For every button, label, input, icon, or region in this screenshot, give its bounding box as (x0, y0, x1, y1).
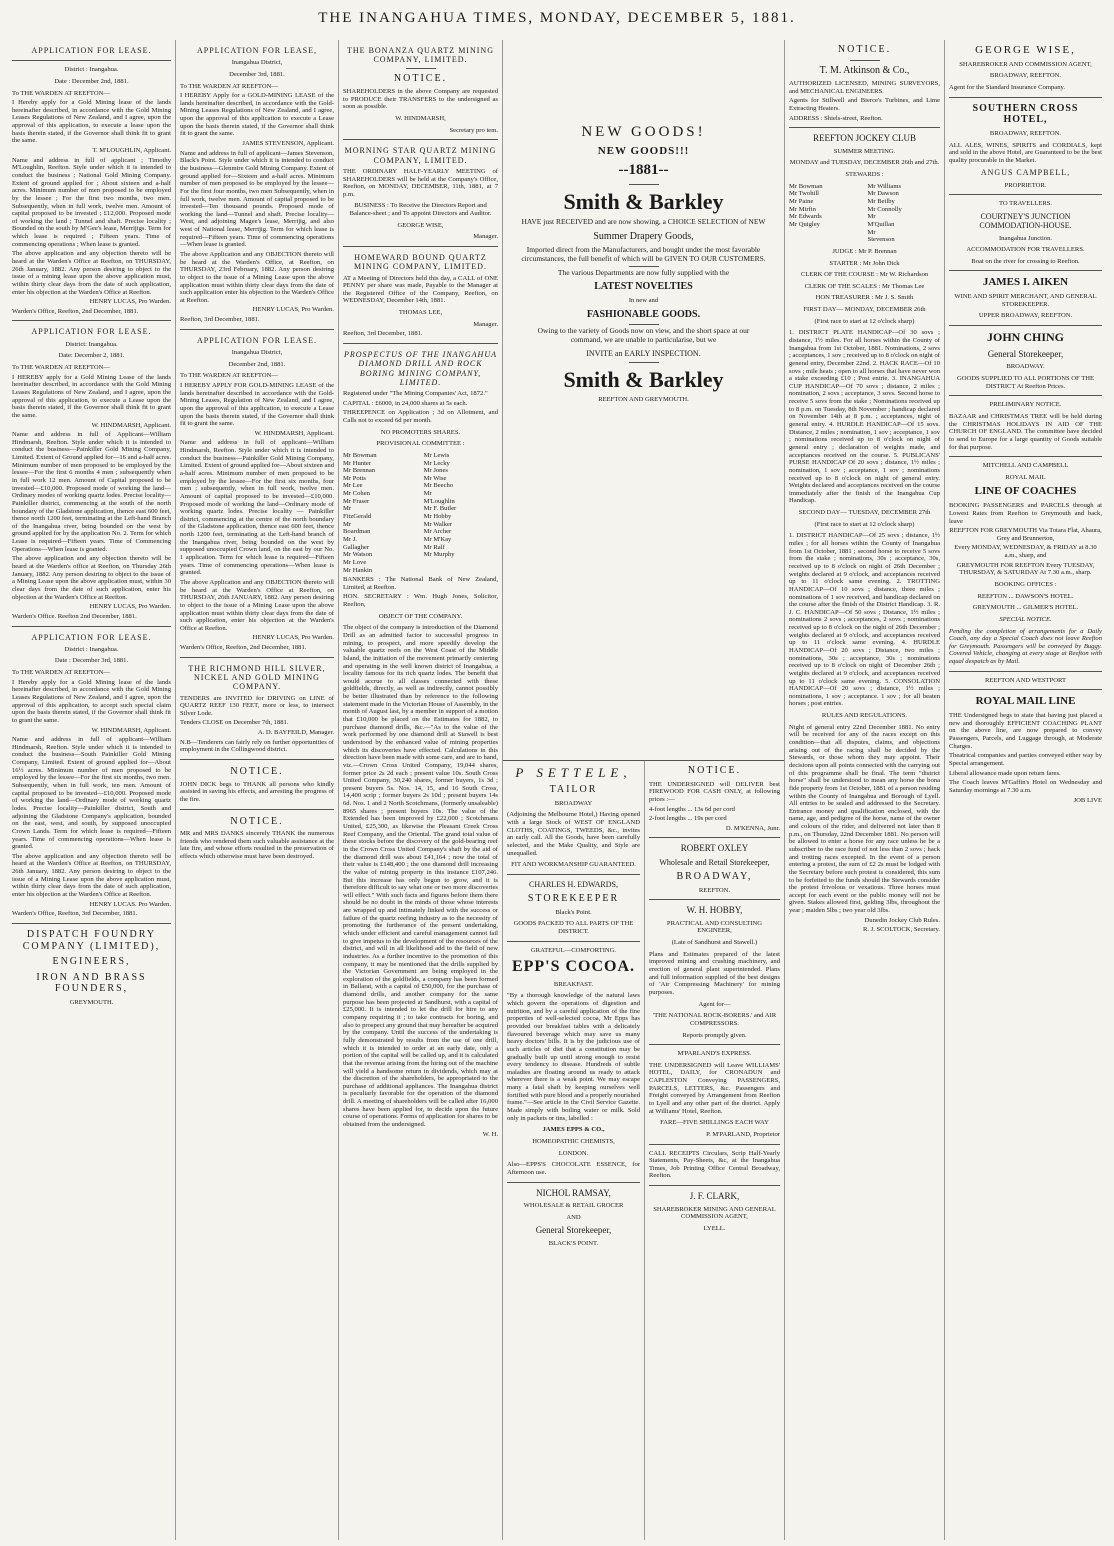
hobby-agent: Agent for— (698, 1000, 731, 1008)
ad-warden: HENRY LUCAS, Pro Warden. (252, 306, 334, 314)
wise-name: GEORGE WISE, (975, 44, 1076, 56)
ad-details: Name and address in full of applicant—William Hindmarsh, Reefton. Style under which it is intended to conduct the business—Painkiller Gold Mining Company, Limited. Extent of ground applied for—About sixteen and a-half acres. Minimum number of men proposed to be employed by the lessee—For the first six months, four men ; subsequently, when in full work, twelve men. Amount of capital proposed to be invested—£10,000. Proposed mode of working the land—Ordinary mode of working quartz lodes. Precise locality — Painkiller district, commencing at the centre of the north boundary of the Gladstone application, thence east 600 feet, thence north 1200 feet, terminating at the Left-hand branch of the Inangahua river, being bounded on the west by supposed unoccupied Crown land, on the east by our No. 1 application. Term for which lease is required—Fifteen years. Time of commencing operations—When lease is granted. (180, 439, 334, 577)
committee-member: Mr M'Kay (423, 535, 452, 543)
ad-office: Reefton, 3rd December, 1881. (180, 316, 260, 324)
ad-body: SHAREHOLDERS in the above Company are requested to PRODUCE their TRANSFERS to the undersigned as soon as possible. (343, 88, 498, 111)
epps-city: LONDON. (558, 1149, 589, 1157)
epps-body: "By a thorough knowledge of the natural laws which govern the operations of digestion and nutrition, and by a careful application of the fine properties of well-selected cocoa, Mr Epps has provided our breakfast tables with a delicately flavoured beverage which may save us many heavy doctors' bills. It is by the judicious use of such articles of diet that a constitution may be gradually built up until strong enough to resist every tendency to disease. Hundreds of subtle maladies are floating around us ready to attack wherever there is a weak point. We may escape many a fatal shaft by keeping ourselves well fortified with pure blood and a properly nourished frame."—See article in the Civil Service Gazette. Made simply with boiling water or milk. Sold only in packets or tins, labelled : (507, 992, 640, 1122)
ad-title: APPLICATION FOR LEASE. (31, 46, 152, 55)
epps-firm: HOMEOPATHIC CHEMISTS, (532, 1137, 615, 1145)
clark-name: J. F. CLARK, (689, 1191, 740, 1202)
ad-notice: The above Application and any OBJECTION thereto will be heard at the Warden's Office at Reefton, on THURSDAY, 26th JANUARY, 1882. Any person desiring to object to the issue of a Mining Lease upon the above application must within thirty clear days from the date of such application, enter his objection at the Warden's Office at Reefton. (180, 578, 334, 632)
hobby-trade: PRACTICAL AND CONSULTING ENGINEER, (666, 919, 763, 935)
committee-member: Mr Murphy (423, 551, 455, 559)
rules-title: RULES AND REGULATIONS. (821, 712, 908, 720)
ad-title: APPLICATION FOR LEASE. (196, 335, 317, 345)
ad-body: Imported direct from the Manufacturers, and bought under the most favorable circumstances, the full benefit of which will be GIVEN TO OUR CUSTOMERS. (521, 245, 766, 264)
column-2 (176, 40, 339, 1540)
coach-mail: ROYAL MAIL (1005, 473, 1046, 481)
committee-member: Mr Beecho (423, 482, 454, 490)
committee-member: Mr Archer (423, 528, 452, 536)
firewood-signer: D. M'KENNA, Junr. (725, 824, 780, 832)
atkinson-body: AUTHORIZED LICENSED, MINING SURVEYORS, and MECHANICAL ENGINEERS. (789, 80, 940, 95)
aiken-name: JAMES I. AIKEN (982, 276, 1069, 289)
ad-terms: THREEPENCE on Application ; 3d on Allotment, and Calls not to exceed 6d per month. (343, 409, 498, 424)
ad-body: Owing to the variety of Goods now on view, and the short space at our command, we are unable to particularise, but we (537, 326, 750, 344)
wise-trade: SHAREBROKER AND COMMISSION AGENT, (959, 60, 1092, 68)
ad-details: Name and address in full of applicant—James Stevenson, Black's Point. Style under which it is intended to conduct the business—Glenmire Gold Mining Company. Extent of ground applied for—Sixteen and a-half acres. Minimum number of men proposed to be employed by the lessee—For the first four months, two men Subsequently, when in full work, twelve men. Amount of capital proposed to be invested—Ten thousand pounds. Proposed mode of working the land—Tunnel and shaft. Precise locality—West, and adjoining Magee's lease, Merrijig, and also west of National lease, Merrijig. Term for which lease is required—Fifteen years. Time of commencing operations—When lease is granted. (180, 149, 334, 249)
ad-signer: JAMES STEVENSON, Applicant. (242, 140, 334, 148)
express-body: THE UNDERSIGNED will Leave WILLIAMS' HOTEL, DAILY, for CRONADUN and CAPLESTON Conveying PASSENGERS, PARCELS, LETTERS, &c. Passengers and Freight conveyed by Arrangement from Reefton to Lyell and any other part of the district. Apply at Williams' Hotel, Reefton. (649, 1061, 780, 1115)
ad-title: APPLICATION FOR LEASE. (31, 632, 152, 642)
junction-to: TO TRAVELLERS. (998, 200, 1053, 208)
ad-brand: Smith & Barkley (563, 188, 724, 214)
ad-date: Reefton, 3rd December, 1881. (343, 330, 423, 338)
day-two-sub: (First race to start at 12 o'clock sharp) (814, 520, 915, 528)
ad-nopromo: NO PROMOTERS SHARES. (380, 428, 461, 436)
ad-signer: THOMAS LEE, (398, 309, 443, 317)
epps-firm: JAMES EPPS & CO., (542, 1126, 605, 1134)
ad-district: District : Inangahua. (64, 66, 119, 74)
steward: Mr Twohill (789, 190, 820, 198)
ad-note: N.B—Tenderers can fairly rely on further opportunities of employment in the Collingwood district. (180, 738, 334, 754)
ad-body: THE ORDINARY HALF-YEARLY MEETING of SHAREHOLDERS will be held at the Company's Office, Reefton, on MONDAY, DECEMBER, 11th, 1881, at 7 p.m. (343, 167, 498, 198)
firewood-title: NOTICE. (687, 765, 742, 776)
royal-mail-body: THE Undersigned begs to state that having just placed a new and thoroughly EFFICIENT COACHING PLANT on the above line, are now prepared to convey Passengers, Parcels, and Luggage through, at Moderate Charges. (949, 712, 1102, 750)
junction-boat: Boat on the river for crossing to Reefton. (971, 257, 1080, 265)
committee-member: Mr Love (343, 558, 367, 566)
ad-title: THE RICHMOND HILL SILVER, NICKEL AND GOLD MINING COMPANY. (188, 663, 326, 692)
ad-body: LATEST NOVELTIES (594, 281, 693, 293)
atkinson-agents: Agents for Stillwell and Bierce's Turbines, and Lime Extracting Heaters. (789, 97, 940, 113)
coach-firm: MITCHELL AND CAMPBELL (982, 462, 1069, 470)
ad-date: December 2nd, 1881. (228, 360, 286, 368)
committee-member: Mr M'Loughlin (423, 490, 455, 505)
firewood-price: 4-foot lengths ... 13s 6d per cord (649, 805, 735, 813)
ad-warden: HENRY LUCAS, Pro Warden. (89, 298, 171, 306)
committee-member: Mr Fraser (343, 497, 370, 505)
ad-body: The various Departments are now fully supplied with the (557, 267, 730, 277)
ad-body: MR and MRS DANKS sincerely THANK the numerous friends who rendered them such valuable assistance at the late fire, and whose efforts resulted in the preservation of effects which otherwise must have been destroyed. (180, 830, 334, 861)
day-two: SECOND DAY— TUESDAY, DECEMBER 27th (798, 509, 931, 517)
settele-name: P SETTELE, (515, 765, 632, 780)
southern-cross-sig: ANGUS CAMPBELL, (980, 168, 1071, 178)
ad-body: I HEREBY apply for a Gold Mining Lease of the lands hereinafter described, in accordance with the Gold Mining Leases Regulations of New Zealand, and I agree, upon the approval of this application, to execute a Lease upon the basis therein stated, if the Governor shall think fit to grant the same. (12, 373, 171, 419)
column-3 (339, 40, 503, 1540)
ad-office: Warden's Office, Reefton, 2nd December, 1881. (12, 307, 139, 315)
steward: Mr Edwards (789, 213, 822, 221)
edwards-place: Black's Point. (555, 908, 592, 916)
epps-also: Also—EPPS'S CHOCOLATE ESSENCE, for Afternoon use. (507, 1161, 640, 1176)
atkinson-name: T. M. Atkinson & Co., (819, 64, 910, 76)
ad-details: Name and address in full of applicant ; Timothy M'Loughlin, Reefton. Style under which it is intended to conduct the business ; National Gold Mining Company. Extent of ground applied for ; About sixteen and a-half acres. Minimum number of men proposed to be employed by the lessee ; For the first two months, two men. Subsequently, when in full work, twelve men. Amount of capital proposed to be invested ; £12,000. Proposed mode of working the land ; Tunnel and shaft. Precise locality ; Bounded on the south by M'Gee's lease, Merrijigs. Term for which lease is required ; Fifteen years. Time of commencing operations ; When lease is granted. (12, 156, 171, 248)
column-5 (784, 40, 945, 1540)
firewood-price: 2-foot lengths ... 19s per cord (649, 815, 727, 823)
hobby-name: W. H. HOBBY, (686, 905, 743, 916)
races-day-two: 1. DISTRICT HANDICAP—Of 25 sovs ; distance, 1½ miles ; for all horses within the County of Inangahua from 1st October, 1881 ; second horse to receive 5 sovs from the stake ; nominations, 30s ; acceptance, 30s, received up to 8 o'clock on night of 26th December ; weights declared at 9 o'clock, and acceptances received up to 11 o'clock same evening. 2. TROTTING HANDICAP—Of 10 sovs ; distance, three miles ; nominations of 1 sov received, and handicap declared on the course after the finish of the District Handicap. 3. R. J. C. HANDICAP—Of 50 sovs ; Distance, 1½ miles ; nominations 2 sovs ; acceptances, 2 sovs ; nominations received up to 8 o'clock on the night of 26th December ; weights declared at 9 o'clock, and acceptances received up to 11 o'clock same evening. 4. HURDLE HANDICAP—Of 20 sovs ; Distance, two miles ; nominations, 30s ; acceptance, 30s ; nominations received up to 8 o'clock on night of December 26th ; weights declared at 9 o'clock, and acceptances received up to 11 o'clock same evening. 5. CONSOLATION HANDICAP—Of 20 sovs ; distance, 1½ miles ; nominations, 1 sov ; acceptance. 1 sov ; for all beaten horses ; post entries. (789, 532, 940, 708)
junction-name: COURTNEY'S JUNCTION COMMODATION-HOUSE. (979, 211, 1072, 231)
ad-date: Date: December 2, 1881. (58, 352, 125, 360)
royal-mail-title: ROYAL MAIL LINE (975, 695, 1076, 708)
jockey-club-title: REEFTON JOCKEY CLUB (812, 133, 916, 144)
coach-line: LINE OF COACHES (974, 485, 1077, 498)
ad-body: I Hereby apply for a Gold Mining lease of the lands hereinafter described, in accordance with the Gold Mining Leases Regulations of New Zealand, and I agree, upon the approval of this application, to accept such special claim upon the basis therein stated, if the Governor shall think fit to grant the same. (12, 678, 171, 724)
committee-member: Mr F. Butler (423, 505, 457, 513)
hobby-late: (Late of Sandhurst and Stawell.) (671, 939, 758, 947)
ramsay-place: BLACK'S POINT. (548, 1239, 599, 1247)
express-fare: FARE—FIVE SHILLINGS EACH WAY (660, 1119, 769, 1127)
settele-fit: FIT AND WORKMANSHIP GUARANTEED. (511, 861, 636, 869)
col4-left (503, 761, 645, 1540)
jockey-club-sub: SUMMER MEETING. (833, 147, 896, 155)
ad-date: Date : December 3rd, 1881. (54, 657, 129, 665)
steward: Mr Stevenson (867, 228, 895, 244)
foundry-line: IRON AND BRASS FOUNDERS, (36, 971, 147, 995)
col4-right (645, 761, 784, 1540)
committee-member: Mr Cohen (343, 490, 370, 498)
stewards-list (789, 183, 940, 244)
wise-street: BROADWAY, REEFTON. (989, 72, 1062, 80)
races-day-one: 1. DISTRICT PLATE HANDICAP—Of 30 sovs ; distance, 1½ miles. For all horses within the County of Inangahua from 1st October, 1881. Nominations, 2 sovs ; acceptances, 1 sov ; received up to 8 o'clock on night of general entry, December 22nd. 2. HACK RACE—Of 10 sovs ; mile heats ; open to all horses that have never won a stake exceeding £10 ; Post entrie. 3. INANGAHUA CUP HANDICAP—Of 70 sovs ; distance, 2 miles ; nomination, 2 sovs ; acceptance, 3 sovs. Second horse to receive 5 sovs from the stake ; Nominations received up to 8 p.m. on Tuesday, 8th November ; handicap declared on November 14th at 8 p.m. ; acceptances, night of general entry. 4. HURDLE HANDICAP—Of 15 sovs. Distance, 2 miles ; nomination, 1 sov ; acceptance, 1 sov ; nominations received up to 8 o'clock on night of general entry ; declaration of weights made, and acceptances received on the course. 5. PUBLICANS' PURSE HANDICAP Of 20 sovs ; distance, 1½ miles ; nomination, 1 sov ; acceptance, 1 sov ; nominations received up to 8 o'clock on night of general entry. Weights declared and acceptances received on the course immediately after the finish of the Inangahua Cup Handicap. (789, 329, 940, 505)
committee-member: Mr FitzGerald (343, 505, 372, 521)
ad-notice: The above Application and any OBJECTION thereto will be heard at the Warden's Office, at Reefton, on THURSDAY, 23rd February, 1882. Any person desiring to object to the issue of a Mining Lease upon the above application must within thirty clear days from the date of such application enter his objection to the Warden's Office at Reefton. (180, 251, 334, 304)
treasurer: HON TREASURER : Mr J. S. Smith (815, 294, 914, 302)
starter: STARTER : Mr John Dick (829, 259, 900, 267)
special-body: Pending the completion of arrangements for a Daily Coach, any day a Special Coach does not leave Reefton for Greymouth. Passengers will be conveyed by Buggy. Covered Vehicle, changing at every stage at Reefton with equal despatch as by Mail. (949, 627, 1102, 666)
committee-member: Mr Bowman (343, 451, 377, 459)
rules-body: Night of general entry 22nd December 1881. No entry will be received for any of the races except on this condition—that all disputes, claims, and objections arising out of the racing shall be decided by the Stewards, or those whom they may appoint. Their decisions upon all points connected with the carrying out of this programme shall be final. The term "district horse" shall be understood to mean any horse the bona fide property from 1st October, 1881 of a person residing within the County of Inangahua and Borough of Lyell. All entries to be sealed and addressed to the Secretary. Entrance money and qualification enclosed, with the name, age, and pedigree of the horse, name of the owner and colours of the rider, and delivered not later than 8 p.m., on Thursday, 22nd December 1881. No person will be allowed to enter a horse for any race unless he be a subscriber to the race fund of not less than 2 sovs ; hack and trotting races excepted. In the event of a person entering a protest, the sum of £2 2s must be lodged with the Secretary before such protest is considered, this sum to be forfeited to the funds should the Stewards consider the protest frivolous or vexatious. Three horses must accept for each event or the public money will not be given. Stakes allowed first, gelding 3lbs, throughout the year ; maiden 5lbs ; two year old 3lbs. (789, 723, 940, 915)
day-one-sub: (First race to start at 12 o'clock sharp) (814, 317, 915, 325)
coach-return: GREYMOUTH FOR REEFTON Every TUESDAY, THURSDAY, & SATURDAY At 7.30 a.m., sharp. (956, 561, 1095, 577)
ad-signer: W. HINDMARSH, Applicant. (91, 726, 171, 734)
special-title: SPECIAL NOTICE. (999, 615, 1052, 623)
hobby-reports: Reports promptly given. (682, 1031, 747, 1039)
hobby-body: Plans and Estimates prepared of the latest improved mining and crushing machinery, and erection of general plant superintended. Plans and full information supplied of the best designs of 'Air Compressing Machinery' for mining purposes. (649, 950, 780, 996)
ad-body: HAVE just RECEIVED and are now showing, a CHOICE SELECTION of NEW (521, 217, 766, 227)
ad-object: The object of the company is introduction of the Diamond Drill as an admitted factor to successful progress in mining, to prospect, and more speedily develop the valuable quartz reefs on the West Coast of the Middle Island, the initiation of the movement primarily centering and operating in the well known district of Inangahua, a locality famous for its rich quartz lodes. The benefit that would accrue to all classes connected with these goldfields, directly, as well as indirectly, cannot possibly be better illustrated than by reference to the following statement made in the Victorian House of Assembly, in the month of August last, by a member in support of a motion that £10,000 be placed on the Estimates for 1882, to purchase diamond drills, &c.—"As to the value of the work performed by one diamond drill at Stawell is best understood by the enhanced value of mining properties which its discoveries have effected. Calculations in this direction have been made with some care, and are to hand, viz.—Crown Cross United Company, 19,044 shares, former price 2s 2d each ; present value 10s. South Cross United Company, 30,240 shares, former buyers, 1s 3d ; present buyers 5s. Nos. 14, 15, and 16 South Cross, 14,400 scrip ; former buyers 2s 10d ; present buyers 14s 6d. Nos. 1 and 2 North Scotchmans, (formerly unsaleable) 8965 shares ; present buyers 10s. The value of the Extended has been improved by £22,000 ; Scotchmans United, £25,300, as likewise the Pleasant Creek Cross Reef Company, and the Oriental. The grand total value of these stocks before the discovery of the gold-bearing reef in the Crown Cross United Company's shaft by the aid of the diamond drill was about £41,164 ; now the total of their value is £148,400 ; the one diamond drill increasing the value of mining property in this instance £107,246. But this increase has only begun to grow, and it is therefore difficult to say what one or two more discoveries will effect." With such facts and figures before them there should be no doubt in the minds of those whose interests are wrapped up and intimately linked with the success or failure of the quartz reefing industry as to the necessity of promoting the furtherance of the present undertaking, which under efficient and careful management cannot fail to give impetus to the development of the resources of the district, and will in all likelihood add to the field of new industries. As a further incentive to the promotion of this company, it may be mentioned that the drills supplied by the Victorian Government are being employed in the exploration of the goldfields, a company has been formed in Ballarat, with a capital of £50,000, for the purchase of diamond drills, and another company for the same purpose has been projected at Sandhurst, with a capital of £25,000. It is intended to let the drill for hire to any company requiring it ; to take contracts for boring, and also to prospect any ground that may hereafter be acquired by the company. Until the success of the undertaking is fully demonstrated by results from the use of one drill, which it is intended to order at an early date, only a portion of the capital will be called up, and it is calculated that the revenue arising from the hiring out of the machine will yield a handsome return in dividends, which may at the discretion of the shareholders, be appropriated to the purchase of additional appliances. The Inangahua district is peculiarly favorable for the operation of the diamond drill. A meeting of shareholders will be called after 16,000 shares have been applied for, to decide upon the future course of operations. Forms of application for shares to be obtained from the undersigned. (343, 624, 498, 1128)
foundry-line: ENGINEERS, (52, 956, 131, 968)
ad-addressee: To THE WARDEN AT REEFTON— (180, 372, 278, 380)
committee-member: Mr Lewis (423, 451, 450, 459)
rules-sig: R. J. SCOLTOCK, Secretary. (862, 926, 940, 934)
ad-district: District: Inangahua. (65, 340, 118, 348)
committee-member: Mr Hunter (343, 459, 372, 467)
epps-name: EPP'S COCOA. (511, 958, 636, 976)
ad-office: Warden's Office, Reefton, 2nd December, 1881. (180, 644, 307, 652)
committee-member: Mr Wise (423, 474, 447, 482)
ad-signer: GEORGE WISE, (397, 221, 444, 229)
rules-sig: Dunedin Jockey Club Rules. (864, 916, 940, 924)
ad-business: BUSINESS : To Receive the Directors Report and Balance-sheet ; and To appoint Directors and Auditor. (349, 202, 492, 218)
ad-body: I HEREBY Apply for a GOLD-MINING LEASE of the lands hereinafter described, in accordance with the Gold-Mining Leases Regulations of New Zealand, and I agree, upon the approval of this application to execute a Lease upon the basis therein stated, if the Governor shall think fit to grant the same. (180, 92, 334, 138)
stewards-left (789, 183, 861, 244)
ad-year: --1881-- (618, 162, 669, 179)
clerk: CLERK OF THE COURSE : Mr W. Richardson (800, 271, 929, 279)
ad-details: Name and address in full of applicant—William Hindmarsh, Reefton. Style under which it is intended to conduct the business—South Painkiller Gold Mining Company, Limited. Extent of ground applied for—About 16½ acres. Minimum number of men proposed to be employed by the lessee—For the first six months, two men. Subsequently, when in full work, ten men. Amount of capital proposed to be invested—£10,000. Proposed mode of working the land—Ordinary mode of working quartz lodes. Precise locality—Painkiller district, South and adjoining the Gladstone Company's application, bounded on the east, west, and south, by supposed unoccupied Crown Lands. Term for which lease is required—Fifteen years. Time of commencing operations—When lease is granted. (12, 736, 171, 851)
ad-role: Manager. (473, 320, 498, 328)
ad-addressee: To THE WARDEN AT REEFTON— (12, 89, 110, 97)
day-one: FIRST DAY— MONDAY, DECEMBER 26th (803, 306, 926, 314)
wise-agent: Agent for the Standard Insurance Company. (949, 84, 1066, 92)
committee-member: Mr Hankin (343, 566, 373, 574)
ad-place: REEFTON AND GREYMOUTH. (598, 396, 689, 404)
committee-member: Mr Ralf (423, 543, 445, 551)
ad-title: HOMEWARD BOUND QUARTZ MINING COMPANY, LIMITED. (354, 252, 487, 272)
ramsay-and: AND (566, 1213, 581, 1221)
ad-body: Summer Drapery Goods, (593, 230, 694, 242)
royal-mail-liberal: Liberal allowance made upon return fares. (949, 769, 1061, 777)
ad-district: Inangahua District, (231, 349, 283, 357)
ad-signer: W. HINDMARSH, Applicant. (254, 429, 334, 437)
edwards-goods: GOODS PACKED TO ALL PARTS OF THE DISTRICT. (513, 920, 634, 935)
object-title: OBJECT OF THE COMPANY. (378, 612, 463, 620)
coach-office: GREYMOUTH ... GILMER'S HOTEL. (972, 604, 1079, 612)
ching-name: JOHN CHING (986, 330, 1064, 345)
atkinson-address: ADDRESS : Shiels-street, Reefton. (789, 114, 883, 122)
junction-acc: ACCOMMODATION FOR TRAVELLERS. (966, 246, 1085, 254)
express-signer: P. M'PARLAND, Proprietor (706, 1130, 780, 1138)
southern-cross-role: PROPRIETOR. (1004, 181, 1047, 189)
ad-date: December 3rd, 1881. (229, 70, 285, 78)
receipts-body: CALL RECEIPTS Circulars, Scrip Half-Yearly Statements, Pay-Sheets, &c, at the Inangahua Times, Job Printing Office Central Broadway, Reefton. (649, 1149, 780, 1180)
ad-signer: W. HINDMARSH, (395, 115, 446, 123)
jockey-club-dates: MONDAY and TUESDAY, DECEMBER 26th and 27th. (789, 159, 940, 167)
southern-cross-body: ALL ALES, WINES, SPIRITS and CORDIALS, kept and sold in the above Hotel, are Guaranteed to be the best quality procurable in the Market. (949, 141, 1102, 164)
coach-route: REEFTON FOR GREYMOUTH Via Totara Flat, Ahaura, Grey and Brunnerton, (949, 527, 1102, 542)
ad-details: Name and address in full of Applicant—William Hindmarsh, Reefton. Style under which it is intended to conduct the business—Painkiller Gold Mining Company, Limited. Extent of Ground applied for—16 and a-half acres. Minimum number of men proposed to be employed by the lessee—For the first 6 months 4 men ; subsequently when in full work 12 men. Amount of Capital proposed to be invested—£10,000. Proposed mode of working the land—Ordinary modes of working quartz lodes. Precise locality—Painkiller district, commencing at the south of the north boundary of the Gladstone application, thence east 600 feet, thence north 1200 feet, terminating at the Left-hand Branch of the Inangahua river, being bounded on the west by ground applied for by the application No. 2. Term for which Lease is required—Fifteen years. Time of Commencing Operations—When lease is granted. (12, 431, 171, 553)
ad-title: THE BONANZA QUARTZ MINING COMPANY, LIMITED. (347, 46, 494, 65)
oxley-trade: Wholesale and Retail Storekeeper, (659, 857, 770, 867)
ad-brand: Smith & Barkley (563, 366, 724, 392)
committee-member: Mr Hobby (423, 513, 452, 521)
southern-cross-street: BROADWAY, REEFTON. (989, 129, 1062, 137)
ad-warden: HENRY LUCAS, Pro Warden. (89, 603, 171, 611)
ad-body: JOHN DICK begs to THANK all persons who kindly assisted in saving his effects, and arresting the progress of the fire. (180, 780, 334, 803)
ad-office: Warden's Office, Reefton, 3rd December, 1881. (12, 910, 138, 918)
coach-offices: BOOKING OFFICES : (994, 581, 1057, 588)
ad-office: Warden's Office. Reefton 2nd December, 1881. (12, 612, 137, 620)
scales-clerk: CLERK OF THE SCALES : Mr Thomas Lee (804, 282, 925, 290)
ad-body: I Hereby apply for a Gold Mining lease of the lands hereinafter described, in accordance with the Gold Mining Leases Regulations of New Zealand, and I agree, upon the approval of this application, to execute a lease upon the basis therein stated, if the Governor shall think fit to grant the same. (12, 99, 171, 145)
committee-member: Mr Boardman (343, 520, 371, 536)
committee-title: PROVISIONAL COMMITTEE : (376, 440, 465, 448)
ad-close: Tenders CLOSE on December 7th, 1881. (180, 719, 289, 727)
committee-member: Mr Jones (423, 467, 448, 475)
ad-notice: The above application and any objection thereto will be heard at the Warden's Office at Reefton, on THURSDAY, 26th January, 1882. Any person desiring to object to the issue of a mining lease upon the above application must, within thirty clear days from the date of such application, enter his objection at the Warden's Office at Reefton. (12, 250, 171, 296)
ad-body: TENDERS are INVITED for DRIVING on LINE of QUARTZ REEF 130 FEET, more or less, to intersect Silver Lode. (180, 694, 334, 717)
ad-notice: The above application and any objection thereto will be heard at the Warden's Office at Reefton, on THURSDAY, 26th January, 1882. Any person desiring to object to the issue of a Mining Lease upon the above application must, within thirty clear days from the date of such application, enter his objection at the Warden's Office at Reefton. (12, 852, 171, 899)
committee-member: Mr J. Gallagher (343, 535, 369, 551)
foundry-name: DISPATCH FOUNDRY COMPANY (LIMITED), (22, 928, 161, 952)
steward: Mr Bowman (789, 182, 823, 190)
stewards-right (868, 183, 940, 244)
aiken-street: UPPER BROADWAY, REEFTON. (978, 312, 1073, 320)
ramsay-body: WHOLESALE & RETAIL GROCER (523, 1201, 624, 1209)
ad-notice-heading: NOTICE. (393, 72, 448, 84)
hobby-agent: 'THE NATIONAL ROCK-BORERS.' and AIR COMPRESSORS. (652, 1012, 777, 1027)
royal-mail-theatre: Theatrical companies and parties conveyed either way by Special arrangement. (949, 752, 1102, 767)
ad-date: Date : December 2nd, 1881. (54, 77, 129, 85)
foundry-place: GREYMOUTH. (69, 998, 114, 1006)
ad-role: Secretary pro tem. (449, 126, 498, 134)
preliminary-body: BAZAAR and CHRISTMAS TREE will be held during the CHRISTMAS HOLIDAYS IN AID OF THE CHURCH OF ENGLAND. The committee have decided to send to Europe for a large quantity of Goods suitable for that purpose. (949, 413, 1102, 451)
ad-headline: NEW GOODS! (581, 124, 706, 140)
judge: JUDGE : Mr P. Brennan (832, 247, 897, 255)
coach-days: Every MONDAY, WEDNESDAY, & FRIDAY at 8.30 a.m., sharp, and (954, 544, 1097, 560)
steward: Mr M'Quillan (867, 213, 895, 228)
steward: Mr Quigley (789, 220, 820, 228)
steward: Mr Dawson (867, 190, 899, 198)
notice-heading: NOTICE. (837, 44, 892, 55)
southern-cross-name: SOUTHERN CROSS HOTEL, (972, 102, 1079, 126)
coach-body: BOOKING PASSENGERS and PARCELS through at Lowest Rates from Reefton to Greymouth and back, leave (949, 502, 1102, 525)
ad-secretary: HON. SECRETARY : Wm. Hugh Jones, Solicitor, Reefton, (343, 593, 498, 609)
ching-street: BROADWAY. (1006, 363, 1045, 371)
committee-member: Mr Potts (343, 474, 366, 482)
ad-signer: W. H. (482, 1130, 498, 1138)
ad-addressee: To THE WARDEN AT REEFTON— (12, 364, 110, 372)
ad-title: MORNING STAR QUARTZ MINING COMPANY, LIMITED. (344, 146, 497, 165)
settele-trade: TAILOR (549, 784, 598, 796)
steward: Mr Mirfin (789, 205, 816, 213)
committee-member: Mr Lecky (423, 459, 450, 467)
ramsay-trade: General Storekeeper, (535, 1225, 612, 1236)
clark-trade: SHAREBROKER MINING AND GENERAL COMMISSION AGENT, (653, 1205, 776, 1221)
ad-body: AT a Meeting of Directors held this day, a CALL of ONE PENNY per share was made, Payable to the Manager at the Registered Office of the Company, Reefton, on WEDNESDAY, December 14th, 1881. (343, 274, 498, 305)
committee-member: Mr Watson (343, 551, 373, 559)
royal-mail-coach: The Coach leaves M'Gaffin's Hotel on Wednesday and Saturday mornings at 7.30 a.m. (949, 779, 1102, 794)
stewards-label: STEWARDS : (845, 171, 884, 179)
committee-right (424, 452, 498, 574)
epps-sub: BREAKFAST. (553, 980, 594, 988)
ad-signer: W. HINDMARSH, Applicant. (91, 421, 171, 429)
ad-warden: HENRY LUCAS, Pro Warden. (252, 634, 334, 642)
column-6 (945, 40, 1106, 1540)
preliminary-title: PRELIMINARY NOTICE. (989, 401, 1062, 409)
col4-subgrid (503, 760, 784, 1247)
ching-body: GOODS SUPPLIED TO ALL PORTIONS OF THE DISTRICT At Reefton Prices. (956, 375, 1095, 390)
committee-member: Mr Lee (343, 482, 363, 490)
ad-body: INVITE an EARLY INSPECTION. (586, 348, 701, 358)
settele-body: (Adjoining the Melbourne Hotel,) Having opened with a large Stock of WEST OF ENGLAND CLOTHS, COATINGS, TWEEDS, &c., invites an early call. All the Goods, have been carefully selected, and the Make Quality, and Style are unequalled. (507, 811, 640, 857)
column-4 (503, 40, 784, 1540)
ad-district: District : Inangahua. (64, 645, 119, 653)
ad-signer: A. D. BAYFEILD, Manager. (257, 729, 334, 737)
ad-bankers: BANKERS : The National Bank of New Zealand, Limited, at Reefton. (343, 576, 498, 591)
firewood-body: THE UNDERSIGNED will DELIVER best FIREWOOD FOR CASH ONLY, at following prices :— (649, 780, 780, 803)
express-title: M'PARLAND'S EXPRESS. (677, 1050, 752, 1058)
steward: Mr Beilby (867, 198, 895, 206)
settele-street: BROADWAY (554, 799, 593, 807)
masthead: THE INANGAHUA TIMES, MONDAY, DECEMBER 5, 1881. (318, 10, 796, 26)
ad-title: APPLICATION FOR LEASE. (31, 327, 152, 337)
ad-body: In new and (628, 296, 659, 304)
westport-title: REEFTON AND WESTPORT (984, 676, 1067, 684)
committee-member: Mr Brennan (343, 467, 376, 475)
coach-office: REEFTON ... DAWSON'S HOTEL. (977, 592, 1074, 600)
ad-notice: The above application and any objection thereto will be heard at the Warden's office at Reefton, on Thursday 26th January, 1882. Any person desiring to object to the issue of a Mining Lease upon the above application must, within 30 clear days from the date of such application, enter his objection at the Warden's Office at Reefton. (12, 555, 171, 601)
ad-addressee: To THE WARDEN AT REEFTON— (180, 82, 278, 90)
royal-mail-sig: JOB LIVE (1073, 796, 1102, 804)
edwards-trade: STOREKEEPER (527, 893, 620, 905)
aiken-trade: WINE AND SPIRIT MERCHANT, AND GENERAL STOREKEEPER. (954, 293, 1097, 308)
ad-headline: NEW GOODS!!! (597, 145, 690, 158)
oxley-name: ROBERT OXLEY (680, 843, 749, 854)
ad-capital: CAPITAL : £6000, in 24,000 shares at 5s each. (343, 399, 468, 407)
ad-addressee: To THE WARDEN AT REEFTON— (12, 669, 110, 677)
ad-body: FASHIONABLE GOODS. (586, 308, 701, 320)
ad-body: I HEREBY APPLY FOR GOLD-MINING LEASE of the lands hereinafter described in accordance with the Gold-Mining Leases, Regulation of New Zealand, and I agree, upon the approval of this application, to execute a Lease upon the basis therein stated, if the Governor shall think fit to grant the same. (180, 381, 334, 428)
committee-list (343, 452, 498, 574)
ramsay-name: NICHOL RAMSAY, (536, 1187, 611, 1198)
ad-warden: HENRY LUCAS. Pro Warden. (89, 900, 171, 908)
ad-title: NOTICE. (230, 766, 284, 778)
steward: Mr Paine (789, 198, 814, 206)
steward: Mr Williams (867, 182, 902, 190)
junction-place: Inangahua Junction. (998, 234, 1053, 242)
ad-district: Inangahua District, (231, 59, 283, 67)
ching-trade: General Storekeeper, (987, 349, 1064, 359)
column-1 (8, 40, 176, 1540)
oxley-place: REEFTON. (698, 886, 731, 894)
ad-title: NOTICE. (230, 815, 284, 827)
ad-registration: Registered under "The Mining Companies' Act, 1872." (343, 390, 488, 398)
ad-title: PROSPECTUS OF THE INANGAHUA DIAMOND DRILL AND ROCK BORING MINING COMPANY, LIMITED. (344, 350, 497, 387)
ad-title: APPLICATION FOR LEASE, (196, 46, 317, 55)
epps-tagline: GRATEFUL—COMFORTING. (530, 946, 617, 954)
committee-left (343, 452, 417, 574)
clark-place: LYELL. (703, 1224, 726, 1232)
edwards-name: CHARLES H. EDWARDS, (529, 879, 618, 889)
ad-signer: T. M'LOUGHLIN, Applicant. (92, 147, 171, 155)
steward: Mr Connolly (867, 205, 902, 213)
committee-member: Mr Walker (423, 520, 453, 528)
ad-role: Manager. (473, 233, 498, 241)
oxley-street: BROADWAY, (676, 871, 753, 883)
